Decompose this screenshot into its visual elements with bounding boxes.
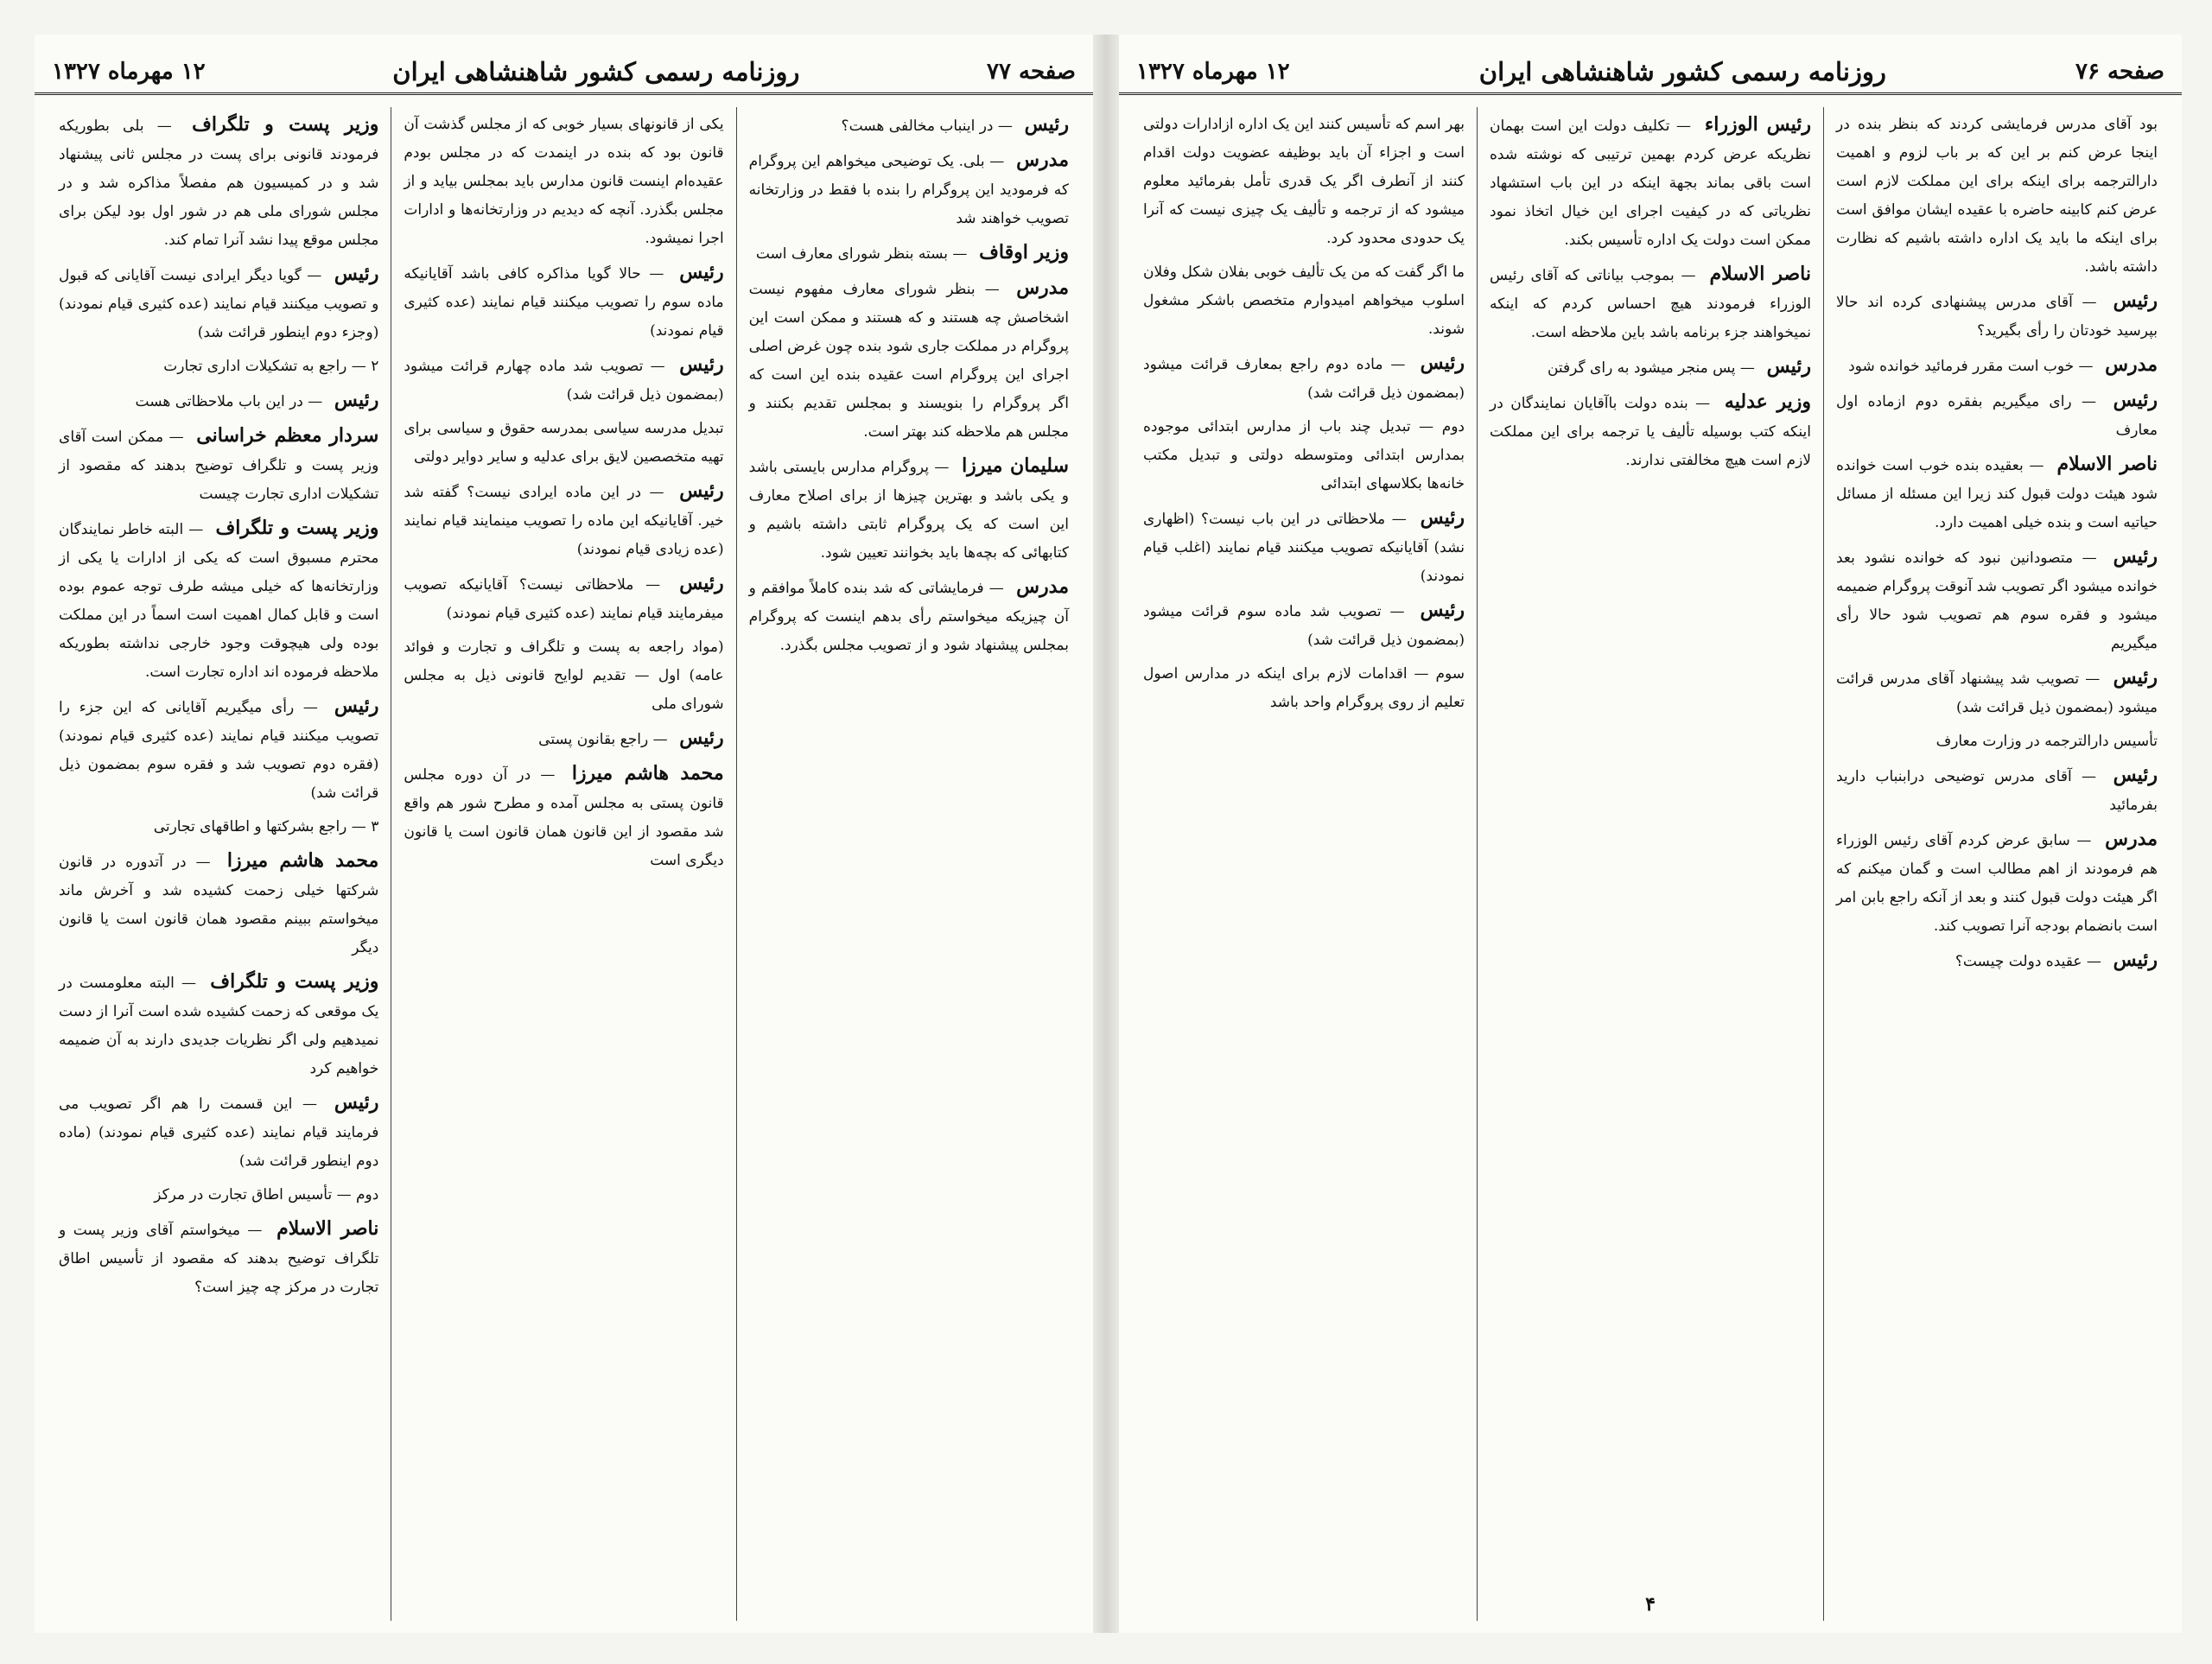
transcript-entry — [59, 1181, 378, 1210]
transcript-entry — [749, 146, 1069, 233]
left-column-2 — [391, 107, 735, 1621]
speech-text: — این قسمت را هم اگر تصویب می فرمایند قیام نمایند (عده کثیری قیام نمودند) (ماده دوم اینطور قرائت شد) — [59, 1096, 379, 1170]
transcript-entry — [749, 274, 1069, 447]
speech-text: — بعقیده بنده خوب است خوانده شود هیئت دولت قبول کند زیرا این مسئله از مسائل حیاتیه است و بنده خیلی اهمیت دارد. — [1836, 457, 2158, 531]
right-page-footer-number: ۴ — [1645, 1593, 1656, 1616]
transcript-entry — [1836, 946, 2158, 976]
speech-text: — بسته بنظر شورای معارف است — [755, 245, 968, 263]
transcript-entry — [1836, 351, 2158, 381]
left-page — [35, 35, 1093, 1633]
transcript-entry — [749, 573, 1069, 660]
speech-text: — در اینباب مخالفی هست؟ — [841, 117, 1013, 135]
speaker-name: مدرس — [1008, 575, 1069, 598]
right-page-header — [1119, 50, 2182, 95]
transcript-entry — [749, 238, 1069, 269]
speech-text: — آقای مدرس توضیحی درابنباب دارید بفرمائید — [1836, 768, 2158, 814]
speaker-name: رئیس — [1411, 506, 1465, 529]
speech-text: — سابق عرض کردم آقای رئیس الوزراء هم فرمودند از اهم مطالب است و گمان میکنم که اگر هیئت دولت قبول کنند و بعد از آنکه راجع بابن امر است بانضمام بودجه آنرا تصویب کند. — [1836, 832, 2158, 935]
left-column-1 — [736, 107, 1081, 1621]
speaker-name: رئیس — [669, 261, 724, 283]
transcript-entry — [1143, 504, 1465, 591]
speaker-name: رئیس — [2105, 666, 2158, 689]
transcript-entry — [1836, 761, 2158, 820]
transcript-entry — [1490, 260, 1811, 347]
speech-text: تأسیس دارالترجمه در وزارت معارف — [1936, 733, 2158, 750]
right-page-title: روزنامه رسمی کشور شاهنشاهی ایران — [1478, 56, 1886, 86]
speech-text: تبدیل مدرسه سیاسی بمدرسه حقوق و سیاسی برای تهیه متخصصین لایق برای عدلیه و سایر دوایر دولتی — [404, 420, 724, 466]
speaker-name: رئیس — [2101, 289, 2158, 312]
speech-text: — تصویب شد ماده چهارم قرائت میشود (بمضمون ذیل قرائت شد) — [404, 358, 724, 403]
speaker-name: وزیر پست و تلگراف — [176, 113, 379, 136]
speaker-name: رئیس — [2106, 949, 2158, 971]
transcript-entry — [749, 111, 1069, 141]
speech-text: — پروگرام مدارس بایستی باشد و یکی باشد و بهترین چیزها از برای اصلاح معارف این است که یک پروگرام ثابتی داشته باشیم و کتابهائی که بچه‌ها باید بخوانند تعیین شود. — [748, 459, 1069, 562]
speech-text: — در آن دوره مجلس قانون پستی به مجلس آمده و مطرح شور هم واقع شد مقصود از این قانون همان قانون است یا قانون دیگری است — [404, 766, 724, 869]
transcript-entry — [59, 352, 378, 381]
transcript-entry — [1143, 258, 1465, 344]
speech-text: یکی از قانونهای بسیار خوبی که از مجلس گذشت آن قانون بود که بنده در اینمدت که در مجلس بودم عقیده‌ام اینست قانون مدارس باید بمجلس بیاید و از مجلس بگذرد. آنچه که دیدیم در وزارتخانه‌ها و ادارات اجرا نمیشود. — [404, 116, 724, 247]
speech-text: ۲ — راجع به تشکیلات اداری تجارت — [163, 358, 379, 375]
speaker-name: رئیس — [1409, 599, 1465, 621]
right-column-2 — [1477, 107, 1823, 1621]
speech-text: — آقای مدرس پیشنهادی کرده اند حالا بپرسید خودتان را رأی بگیرید؟ — [1836, 294, 2158, 340]
speaker-name: رئیس — [2101, 389, 2158, 411]
speech-text: — تکلیف دولت این است بهمان نظریکه عرض کردم بهمین ترتیبی که نوشته شده است باقی بماند بجهة اینکه در این باب استشهاد نظریاتی که در کیفیت اجرای این خیال اتخاذ نمود ممکن است دولت یک اداره تأسیس بکند. — [1490, 117, 1811, 249]
speech-text: — ممکن است آقای وزیر پست و تلگراف توضیح بدهند که مقصود از تشکیلات اداری تجارت چیست — [59, 429, 379, 503]
speaker-name: وزیر عدلیه — [1715, 391, 1811, 413]
speech-text: — خوب است مقرر فرمائید خوانده شود — [1848, 358, 2094, 375]
speaker-name: رئیس — [322, 1091, 379, 1114]
speaker-name: ناصر الاسلام — [267, 1217, 379, 1240]
speech-text: دوم — تأسیس اطاق تجارت در مرکز — [154, 1186, 379, 1204]
speech-text: — ملاحظاتی در این باب نیست؟ (اظهاری نشد) آقایانیکه تصویب میکنند قیام نمایند (اغلب قیام نمودند) — [1143, 511, 1465, 585]
speech-text: — در این باب ملاحظاتی هست — [135, 393, 323, 410]
left-page-number: صفحه ۷۷ — [987, 58, 1076, 85]
transcript-entry — [59, 1089, 378, 1176]
left-column-3 — [47, 107, 391, 1621]
speech-text: — بنده دولت باآقایان نمایندگان در اینکه کتب بوسیله تألیف یا ترجمه برای این مملکت لازم است هیچ مخالفتی ندارند. — [1490, 395, 1811, 469]
transcript-entry — [59, 514, 378, 687]
speaker-name: مدرس — [1004, 276, 1069, 299]
speaker-name: ناصر الاسلام — [2049, 453, 2158, 475]
transcript-entry — [1143, 413, 1465, 499]
transcript-entry — [1490, 352, 1811, 383]
right-page-number: صفحه ۷۶ — [2075, 58, 2164, 85]
left-page-title: روزنامه رسمی کشور شاهنشاهی ایران — [392, 56, 800, 86]
transcript-entry — [59, 813, 378, 842]
speech-text: — بلی بطوریکه فرمودند قانونی برای پست در مجلس ثانی پیشنهاد شد و در کمیسیون هم مفصلاً مذاکره شد و در مجلس شورای ملی هم در شور اول بود لیکن برای مجلس موقع پیدا نشد آنرا تمام کند. — [59, 117, 379, 249]
transcript-entry — [59, 111, 378, 255]
speech-text: ما اگر گفت که من یک تألیف خوبی بفلان شکل وفلان اسلوب میخواهم امیدوارم متخصص باشکر مشغول شوند. — [1143, 264, 1465, 338]
speaker-name: رئیس — [1017, 113, 1069, 136]
speech-text: — راجع بقانون پستی — [538, 731, 668, 748]
speech-text: — گویا دیگر ایرادی نیست آقایانی که قبول و تصویب میکنند قیام نمایند (عده کثیری قیام نمودند) (وجزء دوم اینطور قرائت شد) — [59, 267, 379, 341]
transcript-entry — [1836, 450, 2158, 537]
speaker-name: رئیس — [327, 263, 379, 285]
transcript-entry — [1836, 825, 2158, 941]
speaker-name: سلیمان میرزا — [954, 454, 1069, 477]
speaker-name: مدرس — [2098, 353, 2158, 376]
speech-text: — میخواستم آقای وزیر پست و تلگراف توضیح بدهند که مقصود از تأسیس اطاق تجارت در مرکز چه چیز است؟ — [59, 1222, 379, 1296]
transcript-entry — [59, 422, 378, 509]
speaker-name: رئیس — [672, 727, 724, 749]
transcript-entry — [404, 633, 723, 719]
transcript-entry — [59, 692, 378, 808]
speech-text: بود آقای مدرس فرمایشی کردند که بنظر بنده در اینجا عرض کنم بر این که بر باب لزوم و اهمیت دارالترجمه برای اینکه برای این مملکت لازم است عرض کنم کابینه حاضره با عقیده ایشان موافق است برای اینکه ما باید یک اداره داشته باشیم که نظارت داشته باشد. — [1836, 116, 2158, 276]
transcript-entry — [1143, 349, 1465, 408]
speech-text: — البته معلومست در یک موقعی که زحمت کشیده شده است آنرا از دست نمیدهیم ولی اگر نظریات جدیدی دارند به آن ضمیمه خواهیم کرد — [59, 975, 379, 1077]
transcript-entry — [404, 759, 723, 875]
transcript-entry — [59, 847, 378, 962]
speaker-name: مدرس — [1009, 149, 1069, 171]
speaker-name: سردار معظم خراسانی — [188, 424, 379, 447]
speaker-name: رئیس — [1410, 352, 1465, 374]
speech-text: (مواد راجعه به پست و تلگراف و تجارت و فوائد عامه) اول — تقدیم لوایح قانونی ذیل به مجلس شورای ملی — [404, 638, 724, 713]
speaker-name: محمد هاشم میرزا — [560, 762, 724, 784]
transcript-entry — [59, 1215, 378, 1302]
left-page-date: ۱۲ مهرماه ۱۳۲۷ — [52, 58, 206, 85]
speech-text: — در آتدوره در قانون شرکتها خیلی زحمت کشیده شد و آخرش ماند میخواستم ببینم مقصود همان قانون است یا قانون دیگر — [59, 854, 379, 956]
transcript-entry — [59, 386, 378, 416]
transcript-entry — [59, 260, 378, 347]
speech-text: — بنظر شورای معارف مفهوم نیست اشخاصش چه هستند و که هستند و ممکن است این پروگرام در مملکت جاری شود بنده چون غرض اصلی اجرای این پروگرام است عقیده بنده این است که اگر پروگرام را بنویسند و بمجلس تقدیم بکنند و مجلس هم ملاحظه کند بهتر است. — [748, 281, 1069, 441]
speech-text: — رای میگیریم بفقره دوم ازماده اول معارف — [1836, 393, 2158, 439]
speech-text: — البته خاطر نمایندگان محترم مسبوق است که یکی از ادارات یا یکی از وزارتخانه‌ها که خیلی میشه طرف توجه عموم بوده است و قابل کمال اهمیت است اسماً در این مملکت بوده ولی هیچوقت وجود خارجی نداشته بطوریکه ملاحظه فرموده اند اداره تجارت است. — [59, 521, 379, 681]
speech-text: — پس منجر میشود به رای گرفتن — [1547, 359, 1755, 377]
speaker-name: رئیس — [322, 695, 379, 717]
transcript-entry — [404, 569, 723, 628]
speech-text: سوم — اقدامات لازم برای اینکه در مدارس اصول تعلیم از روی پروگرام واحد باشد — [1143, 665, 1465, 711]
transcript-entry — [1490, 388, 1811, 475]
transcript-entry — [59, 968, 378, 1083]
speech-text: — متصودانین نبود که خوانده نشود بعد خوانده میشود اگر تصویب شد آنوقت پروگرام ضمیمه میشود و فقره سوم هم تصویب شود حالا رأی میگیریم — [1836, 549, 2158, 652]
speaker-name: ناصر الاسلام — [1700, 263, 1811, 285]
right-page-date: ۱۲ مهرماه ۱۳۲۷ — [1136, 58, 1290, 85]
speech-text: ۳ — راجع بشرکتها و اطاقهای تجارتی — [153, 818, 379, 835]
speech-text: دوم — تبدیل چند باب از مدارس ابتدائی موجوده بمدارس ابتدائی ومتوسطه دولتی و تبدیل مکتب خانه‌ها بکلاسهای ابتدائی — [1143, 418, 1465, 492]
left-columns — [47, 107, 1081, 1621]
transcript-entry — [404, 724, 723, 754]
speaker-name: رئیس — [327, 389, 379, 411]
speech-text: بهر اسم که تأسیس کنند این یک اداره ازادارات دولتی است و اجزاء آن باید بوظیفه عضویت دولت اقدام کنند از آنطرف اگر یک قدری تأمل بفرمائید معلوم میشود که از ترجمه و تألیف یک چیزی نیست که آنرا یک حدودی محدود کرد. — [1143, 116, 1465, 247]
transcript-entry — [404, 351, 723, 410]
speaker-name: رئیس — [665, 572, 724, 594]
right-column-3 — [1131, 107, 1477, 1621]
speech-text: — تصویب شد ماده سوم قرائت میشود (بمضمون ذیل قرائت شد) — [1143, 603, 1465, 649]
transcript-entry — [1836, 543, 2158, 658]
right-columns — [1131, 107, 2170, 1621]
transcript-entry — [1143, 596, 1465, 655]
speech-text: — بموجب بیاناتی که آقای رئیس الوزراء فرمودند هیچ احساس کردم که اینکه نمیخواهند جزء برنامه باشد باین ملاحظه است. — [1490, 267, 1811, 341]
speech-text: — ملاحظاتی نیست؟ آقایانیکه تصویب میفرمایند قیام نمایند (عده کثیری قیام نمودند) — [404, 576, 724, 622]
transcript-entry — [1490, 111, 1811, 255]
speaker-name: رئیس — [669, 480, 724, 502]
speech-text: — در این ماده ایرادی نیست؟ گفته شد خیر. آقایانیکه این ماده را تصویب مینمایند قیام نمایند (عده زیادی قیام نمودند) — [404, 484, 724, 558]
transcript-entry — [1836, 386, 2158, 445]
transcript-entry — [1143, 111, 1465, 253]
transcript-entry — [404, 415, 723, 472]
speaker-name: رئیس — [2101, 764, 2158, 786]
speech-text: — بلی. یک توضیحی میخواهم این پروگرام که فرمودید این پروگرام را بنده با فقط در وزارتخانه تصویب خواهند شد — [748, 153, 1069, 227]
transcript-entry — [1836, 727, 2158, 756]
transcript-entry — [1143, 660, 1465, 717]
speaker-name: وزیر پست و تلگراف — [208, 517, 379, 539]
speech-text: — رأی میگیریم آقایانی که این جزء را تصویب میکنند قیام نمایند (عده کثیری قیام نمودند) (فقره دوم تصویب شد و فقره سوم بمضمون ذیل قرائت شد) — [59, 699, 379, 802]
speech-text: — فرمایشاتی که شد بنده کاملاً موافقم و آن چیزیکه میخواستم رأی بدهم اینست که پروگرام بمجلس پیشنهاد شود و از تصویب مجلس بگذرد. — [748, 580, 1069, 654]
speaker-name: وزیر پست و تلگراف — [200, 970, 379, 993]
transcript-entry — [749, 452, 1069, 568]
speaker-name: رئیس — [1759, 355, 1811, 378]
left-page-header — [35, 50, 1093, 95]
speaker-name: رئیس — [670, 353, 724, 376]
transcript-entry — [404, 477, 723, 564]
speech-text: — ماده دوم راجع بمعارف قرائت میشود (بمضمون ذیل قرائت شد) — [1143, 356, 1465, 402]
transcript-entry — [1836, 287, 2158, 346]
right-column-1 — [1823, 107, 2170, 1621]
speech-text: — تصویب شد پیشنهاد آقای مدرس قرائت میشود (بمضمون ذیل قرائت شد) — [1836, 670, 2158, 716]
speaker-name: مدرس — [2096, 828, 2158, 850]
speech-text: — عقیده دولت چیست؟ — [1955, 953, 2101, 970]
book-gutter — [1093, 35, 1119, 1633]
transcript-entry — [1836, 111, 2158, 282]
speech-text: — حالا گویا مذاکره کافی باشد آقایانیکه ماده سوم را تصویب میکنند قیام نمایند (عده کثیری قیام نمودند) — [404, 265, 724, 340]
transcript-entry — [1836, 664, 2158, 722]
right-page — [1119, 35, 2182, 1633]
transcript-entry — [404, 111, 723, 253]
speaker-name: وزیر اوقاف — [972, 241, 1069, 264]
speaker-name: رئیس — [2101, 545, 2158, 568]
transcript-entry — [404, 258, 723, 346]
speaker-name: محمد هاشم میرزا — [215, 849, 379, 872]
speaker-name: رئیس الوزراء — [1696, 113, 1811, 136]
